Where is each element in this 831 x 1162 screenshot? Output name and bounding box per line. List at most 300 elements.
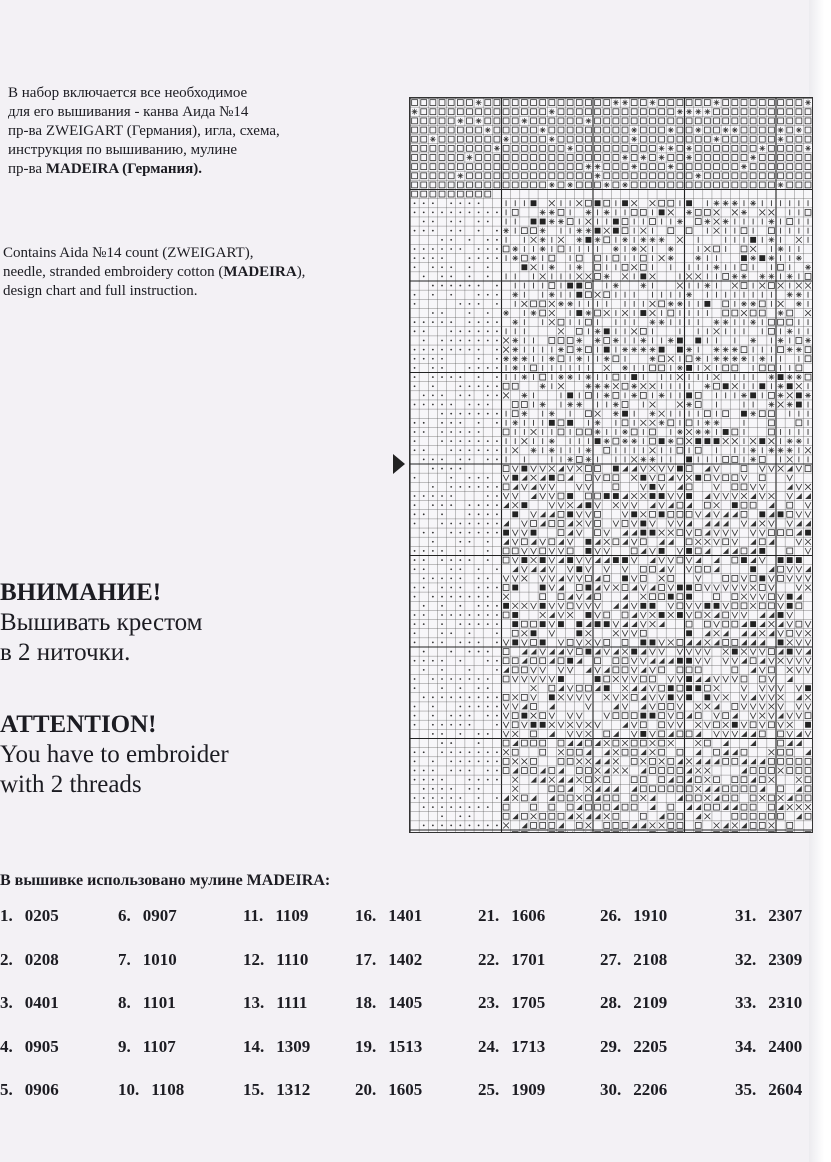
chart-symbol xyxy=(503,585,509,591)
chart-symbol xyxy=(796,118,802,124)
chart-symbol xyxy=(423,202,425,204)
chart-symbol xyxy=(450,349,452,351)
chart-symbol xyxy=(585,100,591,106)
chart-symbol xyxy=(521,164,527,170)
chart-symbol xyxy=(686,347,692,353)
chart-symbol xyxy=(521,484,527,490)
chart-symbol xyxy=(796,694,802,700)
chart-symbol xyxy=(576,639,582,645)
chart-symbol xyxy=(531,566,537,572)
chart-symbol xyxy=(595,740,601,746)
chart-symbol xyxy=(750,822,756,828)
chart-symbol xyxy=(496,358,498,360)
chart-symbol xyxy=(650,466,656,472)
chart-symbol xyxy=(686,713,692,719)
chart-symbol xyxy=(604,530,610,536)
chart-symbol xyxy=(567,713,573,719)
chart-symbol xyxy=(613,402,619,408)
chart-symbol xyxy=(677,402,683,408)
chart-symbol xyxy=(613,768,619,774)
chart-symbol xyxy=(521,557,527,563)
chart-symbol xyxy=(650,795,656,801)
chart-symbol xyxy=(558,822,564,828)
chart-symbol xyxy=(659,749,665,755)
chart-symbol xyxy=(423,532,425,534)
chart-symbol xyxy=(741,758,747,764)
chart-symbol xyxy=(439,118,445,124)
chart-symbol xyxy=(723,694,729,700)
chart-symbol xyxy=(540,768,546,774)
chart-symbol xyxy=(604,200,610,206)
chart-symbol xyxy=(631,182,637,188)
chart-symbol xyxy=(778,310,784,316)
chart-symbol xyxy=(423,797,425,799)
chart-symbol xyxy=(423,276,425,278)
chart-symbol xyxy=(723,411,729,417)
chart-symbol xyxy=(650,594,656,600)
chart-symbol xyxy=(613,667,619,673)
chart-symbol xyxy=(778,109,784,115)
chart-symbol xyxy=(741,484,747,490)
chart-symbol xyxy=(622,466,628,472)
chart-symbol xyxy=(549,502,555,508)
legend-item-number: 14. xyxy=(243,1036,265,1056)
chart-symbol xyxy=(604,118,610,124)
chart-symbol xyxy=(668,246,674,252)
chart-symbol xyxy=(430,109,436,115)
chart-symbol xyxy=(604,777,610,783)
chart-symbol xyxy=(595,475,601,481)
chart-symbol xyxy=(805,539,811,545)
intro-english xyxy=(3,244,393,301)
chart-symbol xyxy=(512,292,518,298)
chart-symbol xyxy=(622,493,628,499)
intro-en-line-1: Contains Aida №14 count (ZWEIGART), xyxy=(3,245,254,261)
chart-symbol xyxy=(494,173,500,179)
chart-symbol xyxy=(540,301,546,307)
chart-symbol xyxy=(787,676,793,682)
chart-symbol xyxy=(496,321,498,323)
chart-symbol xyxy=(759,182,765,188)
chart-symbol xyxy=(741,246,747,252)
chart-symbol xyxy=(469,385,471,387)
chart-symbol xyxy=(432,266,434,268)
chart-symbol xyxy=(650,438,656,444)
chart-symbol xyxy=(805,704,811,710)
chart-symbol xyxy=(723,429,729,435)
chart-symbol xyxy=(531,621,537,627)
legend-item xyxy=(0,993,59,1037)
chart-symbol xyxy=(450,211,452,213)
chart-symbol xyxy=(796,813,802,819)
chart-symbol xyxy=(469,678,471,680)
chart-symbol xyxy=(650,493,656,499)
chart-symbol xyxy=(540,777,546,783)
chart-symbol xyxy=(540,310,546,316)
chart-symbol xyxy=(750,694,756,700)
chart-symbol xyxy=(421,182,427,188)
chart-symbol xyxy=(659,740,665,746)
chart-symbol xyxy=(540,575,546,581)
chart-symbol xyxy=(805,621,811,627)
chart-symbol xyxy=(741,777,747,783)
chart-symbol xyxy=(469,312,471,314)
chart-symbol xyxy=(622,585,628,591)
chart-symbol xyxy=(576,182,582,188)
chart-symbol xyxy=(787,292,793,298)
chart-symbol xyxy=(459,568,461,570)
chart-symbol xyxy=(521,530,527,536)
chart-symbol xyxy=(768,319,774,325)
legend-item-number: 15. xyxy=(243,1080,265,1099)
chart-symbol xyxy=(478,504,480,506)
chart-symbol xyxy=(750,548,756,554)
chart-symbol xyxy=(441,779,443,781)
chart-symbol xyxy=(521,704,527,710)
chart-symbol xyxy=(686,365,692,371)
chart-symbol xyxy=(576,347,582,353)
chart-symbol xyxy=(631,575,637,581)
chart-symbol xyxy=(668,466,674,472)
legend-item-number: 7. xyxy=(118,949,131,969)
chart-symbol xyxy=(478,605,480,607)
chart-symbol xyxy=(478,422,480,424)
chart-symbol xyxy=(558,502,564,508)
chart-symbol xyxy=(778,173,784,179)
chart-symbol xyxy=(640,585,646,591)
chart-symbol xyxy=(503,603,509,609)
chart-symbol xyxy=(714,145,720,151)
chart-symbol xyxy=(549,731,555,737)
chart-symbol xyxy=(441,468,443,470)
legend-item xyxy=(0,950,59,994)
chart-symbol xyxy=(503,548,509,554)
chart-symbol xyxy=(704,511,710,517)
chart-symbol xyxy=(622,100,628,106)
chart-symbol xyxy=(613,246,619,252)
chart-symbol xyxy=(640,420,646,426)
chart-symbol xyxy=(668,658,674,664)
chart-symbol xyxy=(576,164,582,170)
chart-symbol xyxy=(512,621,518,627)
chart-symbol xyxy=(714,676,720,682)
chart-symbol xyxy=(450,340,452,342)
chart-symbol xyxy=(558,740,564,746)
chart-symbol xyxy=(496,440,498,442)
chart-symbol xyxy=(423,550,425,552)
chart-symbol xyxy=(714,621,720,627)
legend-item-number: 19. xyxy=(355,1036,377,1056)
chart-symbol xyxy=(732,283,738,289)
chart-symbol xyxy=(476,127,482,133)
chart-symbol xyxy=(450,577,452,579)
chart-symbol xyxy=(659,319,665,325)
chart-symbol xyxy=(768,539,774,545)
chart-symbol xyxy=(512,255,518,261)
chart-symbol xyxy=(750,630,756,636)
chart-symbol xyxy=(677,658,683,664)
chart-symbol xyxy=(805,585,811,591)
chart-symbol xyxy=(521,228,527,234)
chart-symbol xyxy=(450,568,452,570)
chart-symbol xyxy=(759,255,765,261)
chart-symbol xyxy=(567,100,573,106)
chart-symbol xyxy=(714,173,720,179)
chart-symbol xyxy=(686,402,692,408)
chart-symbol xyxy=(450,376,452,378)
chart-symbol xyxy=(432,825,434,827)
chart-symbol xyxy=(432,376,434,378)
chart-symbol xyxy=(450,596,452,598)
chart-symbol xyxy=(478,742,480,744)
chart-symbol xyxy=(450,477,452,479)
legend-item xyxy=(600,906,667,950)
chart-symbol xyxy=(695,109,701,115)
chart-symbol xyxy=(595,603,601,609)
chart-symbol xyxy=(439,127,445,133)
chart-symbol xyxy=(558,127,564,133)
chart-symbol xyxy=(805,731,811,737)
chart-symbol xyxy=(677,301,683,307)
chart-symbol xyxy=(412,109,418,115)
chart-symbol xyxy=(759,173,765,179)
chart-symbol xyxy=(750,566,756,572)
chart-symbol xyxy=(768,127,774,133)
chart-symbol xyxy=(558,109,564,115)
chart-symbol xyxy=(531,493,537,499)
chart-symbol xyxy=(805,109,811,115)
chart-symbol xyxy=(695,136,701,142)
chart-symbol xyxy=(487,660,489,662)
chart-symbol xyxy=(512,155,518,161)
chart-symbol xyxy=(439,182,445,188)
chart-symbol xyxy=(414,642,416,644)
chart-symbol xyxy=(467,182,473,188)
chart-symbol xyxy=(540,832,546,833)
chart-symbol xyxy=(576,145,582,151)
chart-symbol xyxy=(432,312,434,314)
chart-symbol xyxy=(695,475,701,481)
chart-symbol xyxy=(759,548,765,554)
chart-symbol xyxy=(631,109,637,115)
legend-item xyxy=(243,950,310,994)
chart-symbol xyxy=(778,685,784,691)
chart-symbol xyxy=(650,301,656,307)
legend-item xyxy=(243,1080,310,1124)
legend-item-number: 8. xyxy=(118,993,131,1012)
chart-symbol xyxy=(421,118,427,124)
chart-symbol xyxy=(604,228,610,234)
chart-symbol xyxy=(650,127,656,133)
chart-symbol xyxy=(796,804,802,810)
chart-symbol xyxy=(796,402,802,408)
chart-symbol xyxy=(549,585,555,591)
chart-symbol xyxy=(558,649,564,655)
chart-symbol xyxy=(787,127,793,133)
chart-symbol xyxy=(540,566,546,572)
chart-symbol xyxy=(741,649,747,655)
chart-symbol xyxy=(503,768,509,774)
chart-symbol xyxy=(650,749,656,755)
chart-symbol xyxy=(487,541,489,543)
chart-symbol xyxy=(631,740,637,746)
legend-item xyxy=(735,906,802,950)
chart-symbol xyxy=(732,383,738,389)
chart-symbol xyxy=(576,338,582,344)
chart-symbol xyxy=(796,740,802,746)
chart-symbol xyxy=(521,182,527,188)
chart-symbol xyxy=(677,338,683,344)
chart-symbol xyxy=(459,806,461,808)
chart-symbol xyxy=(768,722,774,728)
chart-symbol xyxy=(421,164,427,170)
chart-symbol xyxy=(487,577,489,579)
chart-symbol xyxy=(412,164,418,170)
chart-symbol xyxy=(613,136,619,142)
chart-symbol xyxy=(759,456,765,462)
legend-item-code: 2108 xyxy=(633,949,668,969)
chart-symbol xyxy=(796,292,802,298)
chart-symbol xyxy=(585,109,591,115)
legend-item-number: 34. xyxy=(735,1036,757,1056)
legend-item-number: 16. xyxy=(355,906,377,925)
chart-symbol xyxy=(549,557,555,563)
chart-symbol xyxy=(659,658,665,664)
chart-symbol xyxy=(450,266,452,268)
chart-symbol xyxy=(787,603,793,609)
chart-symbol xyxy=(595,173,601,179)
chart-symbol xyxy=(469,642,471,644)
chart-symbol xyxy=(668,676,674,682)
chart-symbol xyxy=(714,438,720,444)
chart-symbol xyxy=(487,779,489,781)
chart-symbol xyxy=(805,136,811,142)
chart-symbol xyxy=(503,145,509,151)
chart-symbol xyxy=(576,237,582,243)
chart-symbol xyxy=(750,118,756,124)
legend-item-code: 2205 xyxy=(633,1036,668,1056)
chart-symbol xyxy=(521,713,527,719)
intro-russian xyxy=(8,84,398,179)
legend-item-number: 31. xyxy=(735,906,757,925)
chart-symbol xyxy=(494,100,500,106)
chart-symbol xyxy=(467,173,473,179)
chart-symbol xyxy=(796,731,802,737)
chart-symbol xyxy=(576,456,582,462)
chart-symbol xyxy=(414,422,416,424)
chart-symbol xyxy=(704,630,710,636)
chart-symbol xyxy=(741,164,747,170)
chart-symbol xyxy=(759,685,765,691)
chart-symbol xyxy=(750,768,756,774)
chart-symbol xyxy=(750,621,756,627)
chart-symbol xyxy=(631,118,637,124)
chart-symbol xyxy=(496,632,498,634)
chart-symbol xyxy=(558,328,564,334)
chart-symbol xyxy=(659,164,665,170)
chart-symbol xyxy=(576,832,582,833)
chart-symbol xyxy=(741,310,747,316)
chart-symbol xyxy=(704,246,710,252)
chart-symbol xyxy=(631,548,637,554)
chart-symbol xyxy=(759,704,765,710)
chart-symbol xyxy=(732,155,738,161)
chart-symbol xyxy=(723,310,729,316)
chart-symbol xyxy=(732,795,738,801)
chart-symbol xyxy=(732,173,738,179)
intro-ru-line-5 xyxy=(8,160,398,179)
chart-symbol xyxy=(732,429,738,435)
chart-symbol xyxy=(503,658,509,664)
chart-symbol xyxy=(631,649,637,655)
legend-item-code: 1101 xyxy=(142,993,176,1012)
chart-symbol xyxy=(650,356,656,362)
chart-symbol xyxy=(549,694,555,700)
chart-symbol xyxy=(432,532,434,534)
chart-symbol xyxy=(585,521,591,527)
chart-symbol xyxy=(650,383,656,389)
chart-symbol xyxy=(585,173,591,179)
legend-item-number: 20. xyxy=(355,1080,377,1099)
chart-symbol xyxy=(631,347,637,353)
chart-symbol xyxy=(521,667,527,673)
chart-symbol xyxy=(723,585,729,591)
chart-symbol xyxy=(714,200,720,206)
chart-symbol xyxy=(496,760,498,762)
chart-symbol xyxy=(778,374,784,380)
chart-symbol xyxy=(796,164,802,170)
chart-symbol xyxy=(668,438,674,444)
chart-symbol xyxy=(521,521,527,527)
chart-symbol xyxy=(423,559,425,561)
chart-symbol xyxy=(768,804,774,810)
chart-symbol xyxy=(723,182,729,188)
chart-symbol xyxy=(787,713,793,719)
chart-symbol xyxy=(558,219,564,225)
chart-symbol xyxy=(778,722,784,728)
chart-symbol xyxy=(778,795,784,801)
chart-symbol xyxy=(686,621,692,627)
chart-symbol xyxy=(695,145,701,151)
chart-symbol xyxy=(714,356,720,362)
chart-symbol xyxy=(441,605,443,607)
chart-symbol xyxy=(531,301,537,307)
chart-symbol xyxy=(576,530,582,536)
chart-symbol xyxy=(650,521,656,527)
chart-symbol xyxy=(441,285,443,287)
chart-symbol xyxy=(732,749,738,755)
chart-symbol xyxy=(631,209,637,215)
chart-symbol xyxy=(732,118,738,124)
chart-symbol xyxy=(723,521,729,527)
chart-symbol xyxy=(640,667,646,673)
chart-symbol xyxy=(469,413,471,415)
chart-symbol xyxy=(412,100,418,106)
chart-symbol xyxy=(677,704,683,710)
chart-symbol xyxy=(549,493,555,499)
chart-symbol xyxy=(613,832,619,833)
chart-symbol xyxy=(650,310,656,316)
chart-symbol xyxy=(686,200,692,206)
chart-symbol xyxy=(613,219,619,225)
chart-symbol xyxy=(741,100,747,106)
chart-symbol xyxy=(805,694,811,700)
chart-symbol xyxy=(521,649,527,655)
chart-symbol xyxy=(469,715,471,717)
chart-symbol xyxy=(567,530,573,536)
chart-symbol xyxy=(650,365,656,371)
chart-symbol xyxy=(778,740,784,746)
